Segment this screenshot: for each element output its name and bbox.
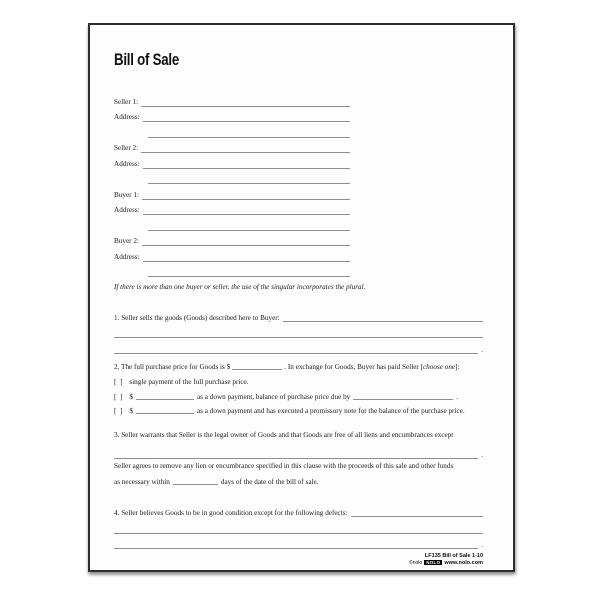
- seller-2-label: Seller 2:: [114, 144, 139, 152]
- option-down-payment-period: .: [456, 392, 459, 401]
- form-title: Bill of Sale: [114, 50, 179, 69]
- clause-4-defects: [114, 501, 483, 549]
- goods-description-field-3[interactable]: [114, 352, 478, 354]
- seller-2-address-field-1[interactable]: [143, 167, 350, 169]
- clause-2-close: ]:: [455, 363, 460, 371]
- down-payment-amount-field-2[interactable]: [136, 406, 194, 414]
- clause-4-period: .: [481, 541, 483, 549]
- choose-one-label: choose one: [422, 363, 456, 371]
- defects-field-2[interactable]: [114, 532, 483, 534]
- clause-3-line-1: 3. Seller warrants that Seller is the legal owner of Goods and that Goods are free of all liens and encumbrances except: [114, 430, 454, 439]
- days-field[interactable]: [173, 477, 218, 485]
- clause-3-para-pre: as necessary within: [114, 477, 170, 486]
- bill-of-sale-page: [88, 23, 515, 572]
- buyer-2-address-label: Address:: [114, 252, 140, 261]
- seller-1-name-field[interactable]: [141, 105, 350, 107]
- clause-1-goods-description: [114, 306, 483, 354]
- clause-3-warranty: [114, 428, 483, 491]
- goods-description-field-1[interactable]: [283, 320, 483, 322]
- buyer-2-label: Buyer 2:: [114, 237, 139, 245]
- clause-3-para-post: days of the date of the bill of sale.: [220, 477, 319, 486]
- form-number: LF135 Bill of Sale 1-10: [424, 553, 483, 559]
- clause-2-purchase-price: [114, 360, 483, 419]
- option-single-payment-label: single payment of the full purchase price.: [129, 378, 249, 386]
- clause-4-lead: 4. Seller believes Goods to be in good condition except for the following defects:: [114, 509, 348, 517]
- party-seller-1: [114, 91, 350, 138]
- checkbox-single-payment[interactable]: [ ]: [114, 378, 123, 386]
- singular-plural-note: If there is more than one buyer or seller, the use of the singular incorporates the plural.: [114, 283, 366, 291]
- clause-3-period: .: [481, 451, 483, 459]
- goods-description-field-2[interactable]: [114, 336, 483, 338]
- buyer-1-name-field[interactable]: [142, 198, 350, 200]
- form-footer: [114, 553, 483, 566]
- clause-2-after-blank: . In exchange for Goods, Buyer has paid Seller [: [284, 363, 423, 371]
- copyright-text: ©nolo: [409, 559, 423, 566]
- defects-field-3[interactable]: [114, 547, 478, 549]
- buyer-2-name-field[interactable]: [142, 244, 350, 246]
- party-buyer-2: [114, 231, 350, 278]
- party-buyer-1: [114, 184, 350, 231]
- purchase-price-field[interactable]: [232, 362, 282, 370]
- dollar-sign-2: $: [129, 407, 133, 415]
- nolo-logo-badge: NOLO: [426, 559, 441, 565]
- clause-1-lead: 1. Seller sells the goods (Goods) described here to Buyer:: [114, 314, 280, 322]
- seller-2-address-label: Address:: [114, 159, 140, 168]
- checkbox-down-payment-due[interactable]: [ ]: [114, 392, 123, 401]
- dollar-sign-1: $: [129, 392, 133, 401]
- option-down-payment-label: as a down payment, balance of purchase price due by: [196, 392, 351, 401]
- seller-2-name-field[interactable]: [141, 151, 350, 153]
- seller-2-address-field-2[interactable]: [148, 182, 350, 184]
- buyer-1-label: Buyer 1:: [114, 190, 139, 199]
- clause-1-period: .: [481, 346, 483, 354]
- seller-1-address-label: Address:: [114, 113, 140, 121]
- defects-field-1[interactable]: [351, 515, 483, 517]
- buyer-1-address-field-1[interactable]: [143, 213, 350, 215]
- buyer-2-address-field-2[interactable]: [148, 275, 350, 277]
- option-promissory-note-label: as a down payment and has executed a promissory note for the balance of the purchase price.: [196, 407, 465, 415]
- buyer-2-address-field-1[interactable]: [143, 260, 350, 262]
- clause-2-lead: 2. The full purchase price for Goods is $: [114, 363, 231, 371]
- form-content: [114, 91, 483, 566]
- checkbox-promissory-note[interactable]: [ ]: [114, 407, 123, 415]
- seller-1-label: Seller 1:: [114, 97, 139, 106]
- balance-due-date-field[interactable]: [353, 392, 453, 400]
- seller-1-address-field-1[interactable]: [143, 120, 350, 122]
- clause-3-para-line-1: Seller agrees to remove any lien or encumbrance specified in this clause with the proceeds of this sale and other funds: [114, 462, 454, 470]
- buyer-1-address-field-2[interactable]: [148, 229, 350, 231]
- buyer-1-address-label: Address:: [114, 206, 140, 214]
- seller-1-address-field-2[interactable]: [148, 136, 350, 138]
- down-payment-amount-field-1[interactable]: [136, 392, 194, 400]
- nolo-url: www.nolo.com: [444, 559, 483, 566]
- party-seller-2: [114, 138, 350, 185]
- parties-section: [114, 91, 483, 277]
